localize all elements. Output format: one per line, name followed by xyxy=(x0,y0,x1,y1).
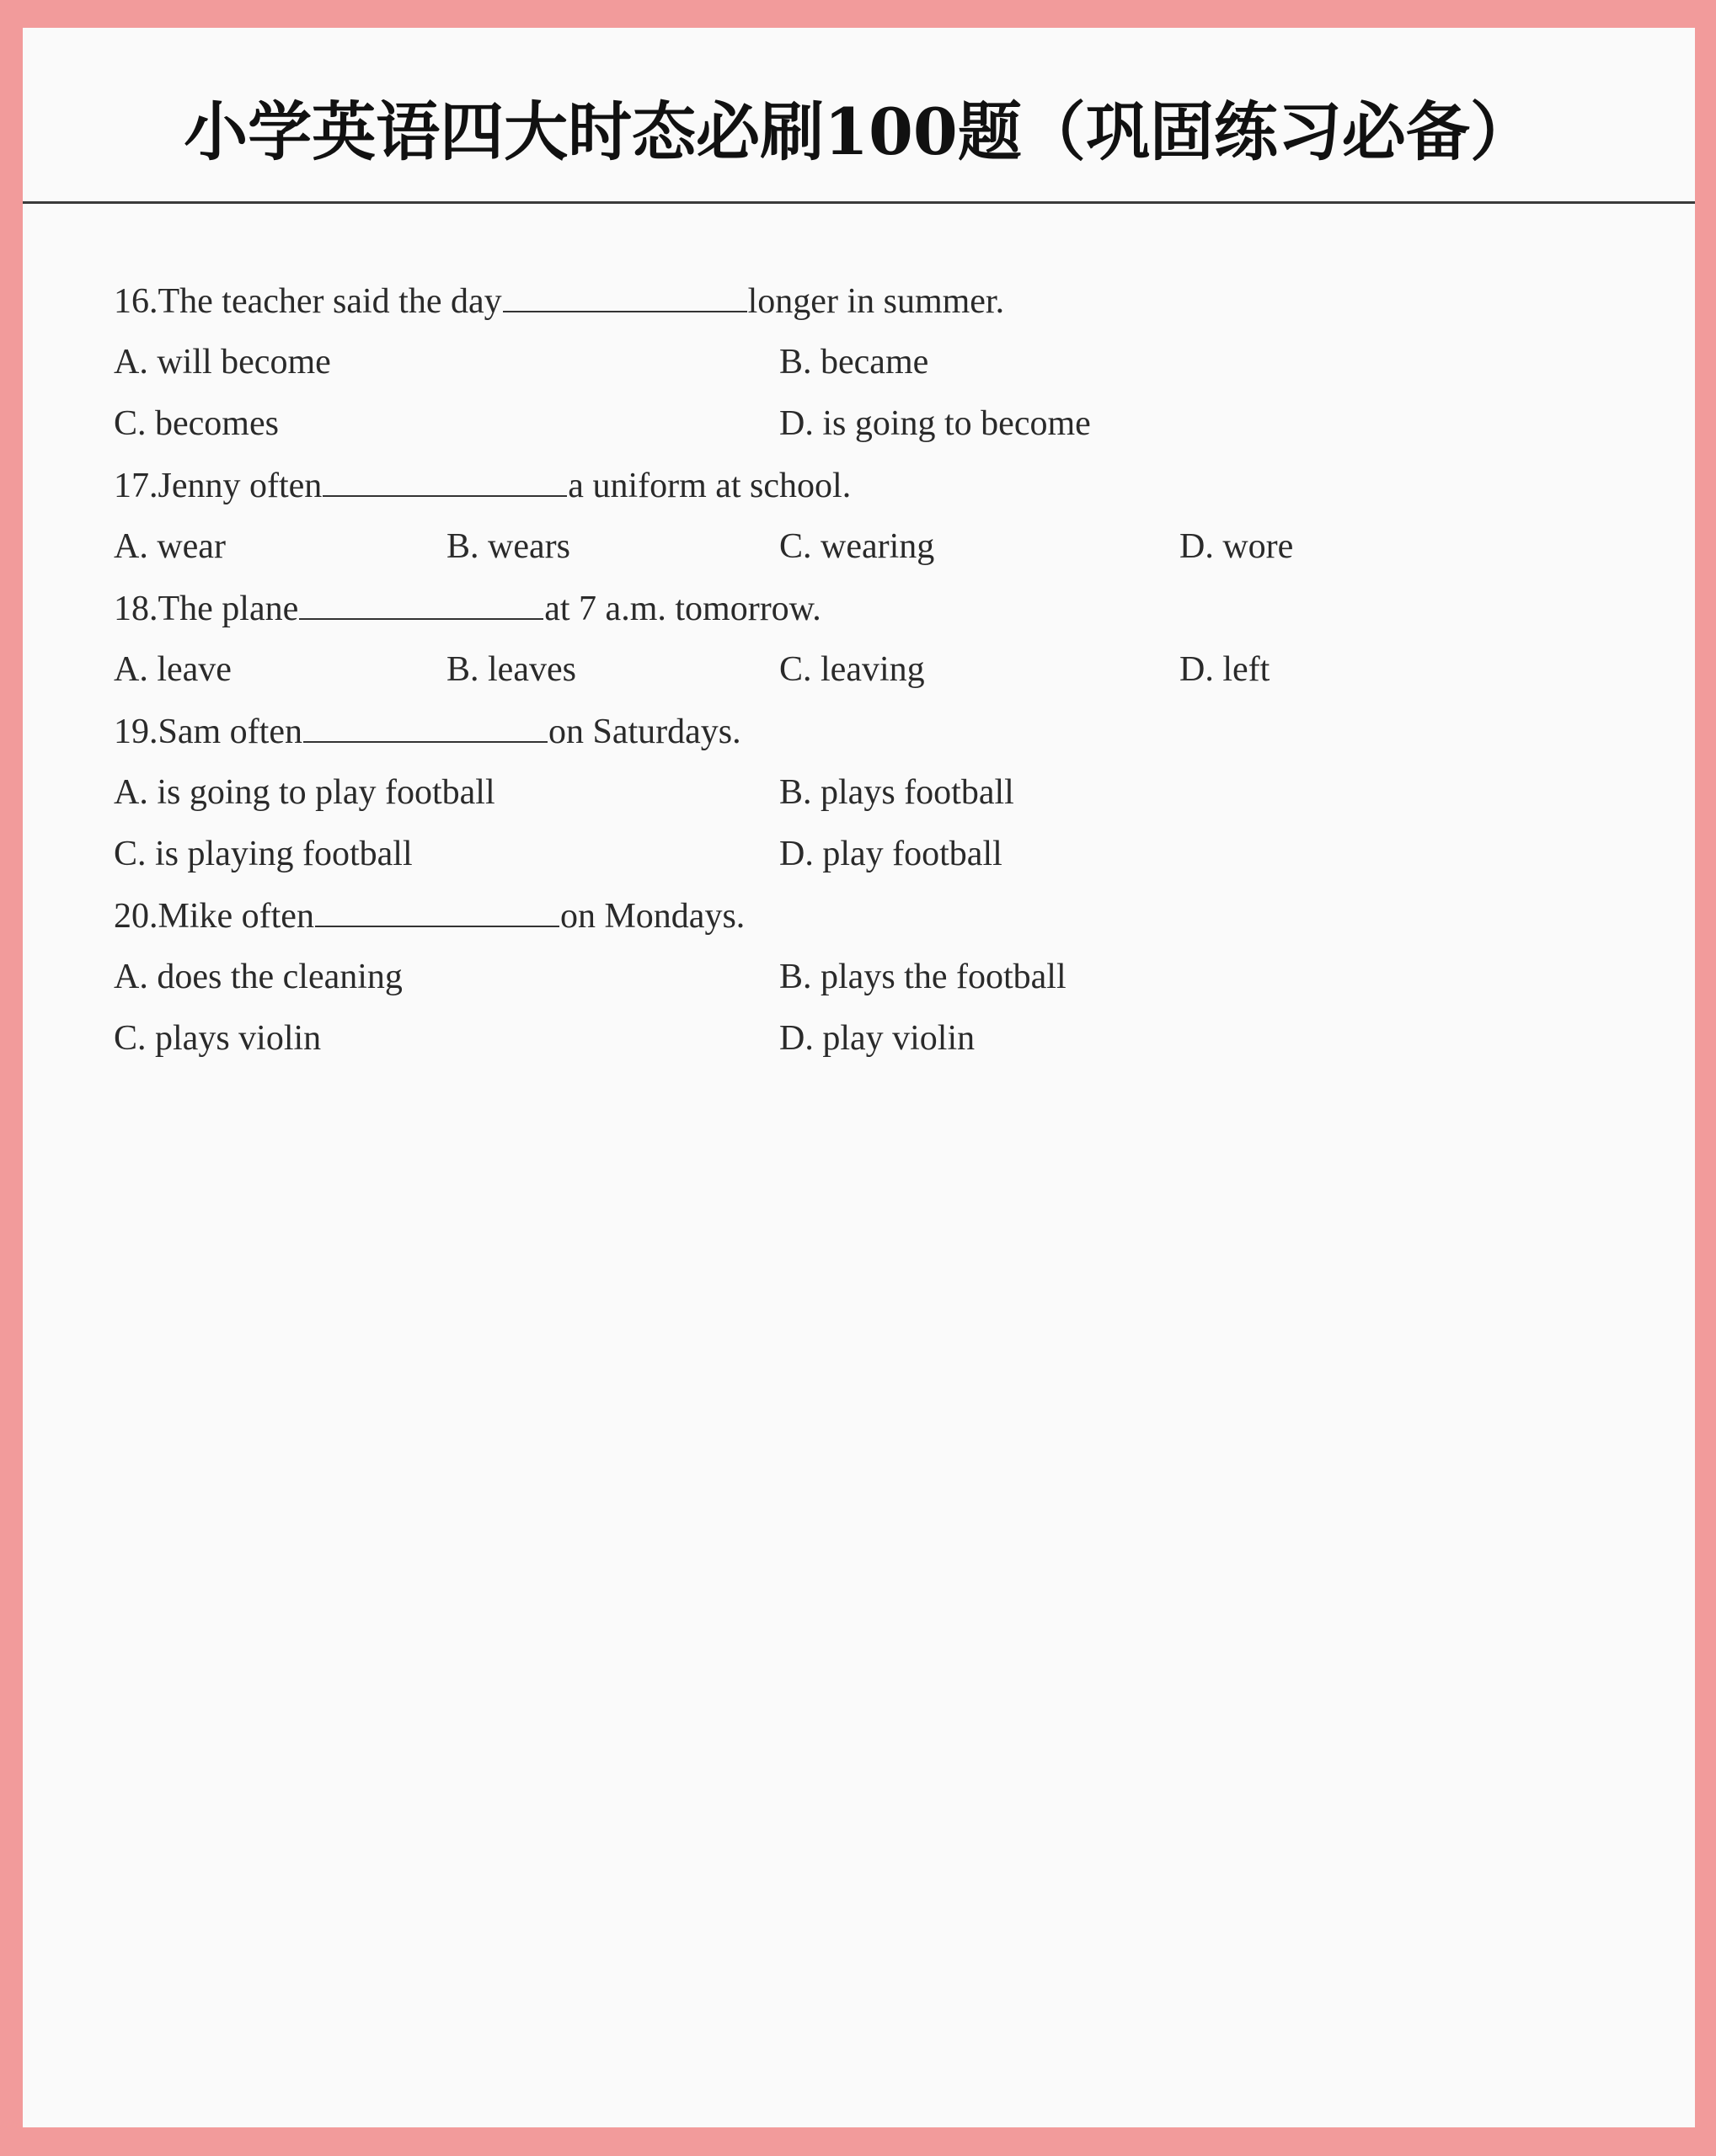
answer-blank xyxy=(303,711,548,743)
question-stem-before: 20.Mike often xyxy=(114,897,314,936)
question-20-options-row-1 xyxy=(114,957,1630,1018)
option-b[interactable]: B. plays football xyxy=(779,773,1014,812)
question-stem-after: a uniform at school. xyxy=(568,467,852,505)
option-c[interactable]: C. becomes xyxy=(114,404,279,443)
question-16-options-row-1 xyxy=(114,342,1630,403)
question-stem-after: longer in summer. xyxy=(747,282,1005,321)
question-stem-after: on Saturdays. xyxy=(548,712,741,751)
option-a[interactable]: A. will become xyxy=(114,343,331,382)
option-b[interactable]: B. became xyxy=(779,343,929,382)
question-20-stem xyxy=(114,895,1630,957)
option-b[interactable]: B. plays the football xyxy=(779,958,1066,996)
question-17-options xyxy=(114,526,1630,588)
answer-blank xyxy=(315,895,559,927)
option-d[interactable]: D. play violin xyxy=(779,1019,976,1058)
option-a[interactable]: A. wear xyxy=(114,527,226,566)
question-list xyxy=(114,280,1630,1080)
question-19-options-row-2 xyxy=(114,834,1630,895)
question-19-stem xyxy=(114,711,1630,772)
worksheet-page xyxy=(23,28,1695,2127)
question-18-options xyxy=(114,649,1630,711)
question-stem-before: 17.Jenny often xyxy=(114,467,323,505)
question-stem-before: 18.The plane xyxy=(114,590,299,628)
question-stem-before: 19.Sam often xyxy=(114,712,302,751)
title-divider xyxy=(23,201,1695,204)
option-a[interactable]: A. is going to play football xyxy=(114,773,495,812)
option-c[interactable]: C. plays violin xyxy=(114,1019,322,1058)
question-stem-after: at 7 a.m. tomorrow. xyxy=(544,590,821,628)
option-b[interactable]: B. wears xyxy=(446,527,570,566)
option-d[interactable]: D. is going to become xyxy=(779,404,1091,443)
answer-blank xyxy=(503,280,747,312)
question-17-stem xyxy=(114,465,1630,526)
option-b[interactable]: B. leaves xyxy=(446,650,576,689)
option-d[interactable]: D. play football xyxy=(779,835,1002,873)
answer-blank xyxy=(323,465,567,497)
option-d[interactable]: D. wore xyxy=(1179,527,1294,566)
question-19-options-row-1 xyxy=(114,772,1630,834)
question-stem-after: on Mondays. xyxy=(559,897,746,936)
option-d[interactable]: D. left xyxy=(1179,650,1270,689)
option-c[interactable]: C. leaving xyxy=(779,650,925,689)
question-16-stem xyxy=(114,280,1630,342)
worksheet-title: 小学英语四大时态必刷100题（巩固练习必备） xyxy=(184,94,1534,169)
question-stem-before: 16.The teacher said the day xyxy=(114,282,502,321)
option-a[interactable]: A. leave xyxy=(114,650,232,689)
option-c[interactable]: C. wearing xyxy=(779,527,935,566)
question-18-stem xyxy=(114,588,1630,649)
answer-blank xyxy=(299,588,543,620)
question-20-options-row-2 xyxy=(114,1018,1630,1080)
option-c[interactable]: C. is playing football xyxy=(114,835,413,873)
option-a[interactable]: A. does the cleaning xyxy=(114,958,403,996)
question-16-options-row-2 xyxy=(114,403,1630,465)
